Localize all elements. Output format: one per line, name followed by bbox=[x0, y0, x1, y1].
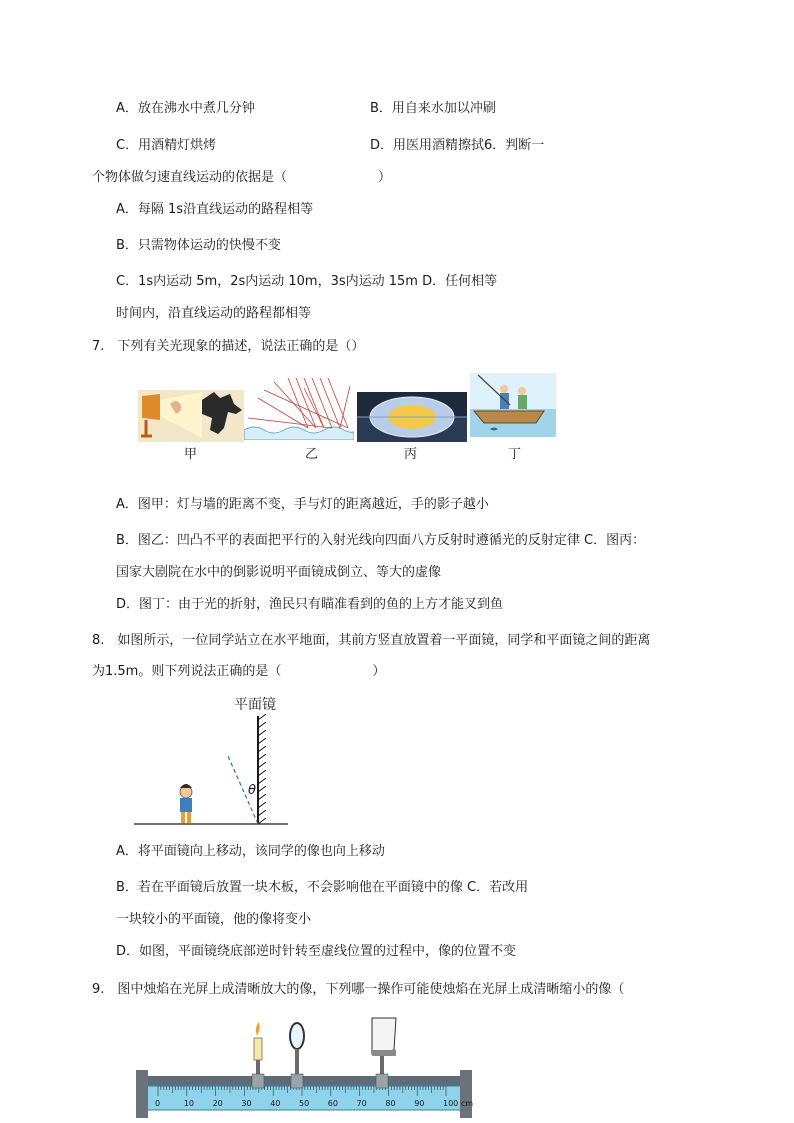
q7-stem: 7. 下列有关光现象的描述，说法正确的是（） bbox=[92, 339, 365, 354]
q7-option-b: B．图乙：凹凸不平的表面把平行的入射光线向四面八方反射时遵循光的反射定律 C．图丙： bbox=[116, 533, 646, 548]
q9-stem: 9. 图中烛焰在光屏上成清晰放大的像，下列哪一操作可能使烛焰在光屏上成清晰缩小的像（ bbox=[92, 982, 625, 997]
figure-optical-bench bbox=[128, 1014, 488, 1123]
q6-sub-a: A．每隔 1s沿直线运动的路程相等 bbox=[116, 202, 314, 217]
ruler-tick-label: 100 cm bbox=[443, 1099, 474, 1108]
caption-yi: 乙 bbox=[305, 447, 319, 462]
figure-jia-shadow bbox=[138, 390, 244, 442]
q6-option-d: D．用医用酒精擦拭6．判断一 bbox=[370, 138, 545, 153]
caption-bing: 丙 bbox=[404, 447, 418, 462]
mirror-label: 平面镜 bbox=[234, 697, 276, 713]
ruler-tick-label: 20 bbox=[212, 1099, 223, 1108]
student-figure bbox=[180, 784, 192, 823]
figure-ding-fisherman bbox=[470, 373, 556, 437]
q6-option-a: A．放在沸水中煮几分钟 bbox=[116, 101, 255, 116]
caption-jia: 甲 bbox=[184, 447, 198, 462]
ruler-tick-label: 50 bbox=[299, 1099, 310, 1108]
angle-theta-label: θ bbox=[248, 783, 256, 798]
caption-ding: 丁 bbox=[508, 447, 522, 462]
q8-option-d: D．如图，平面镜绕底部逆时针转至虚线位置的过程中，像的位置不变 bbox=[116, 944, 517, 959]
ruler-tick-label: 0 bbox=[155, 1099, 161, 1108]
q6-sub-c: C．1s内运动 5m，2s内运动 10m，3s内运动 15m D．任何相等 bbox=[116, 274, 498, 289]
q8-stem: 8. 如图所示，一位同学站立在水平地面，其前方竖直放置着一平面镜，同学和平面镜之间的距离 bbox=[92, 633, 651, 648]
q8-option-a: A．将平面镜向上移动，该同学的像也向上移动 bbox=[116, 844, 385, 859]
ruler-tick-label: 80 bbox=[385, 1099, 396, 1108]
q6-stem: 个物体做匀速直线运动的依据是（ ） bbox=[92, 170, 392, 185]
q6-option-c: C．用酒精灯烘烤 bbox=[116, 138, 217, 153]
q6-sub-b: B．只需物体运动的快慢不变 bbox=[116, 238, 281, 253]
q6-sub-cont: 时间内，沿直线运动的路程都相等 bbox=[116, 306, 312, 321]
light-screen bbox=[372, 1018, 396, 1076]
q8-option-b: B．若在平面镜后放置一块木板，不会影响他在平面镜中的像 C．若改用 bbox=[116, 880, 529, 895]
figure-mirror bbox=[130, 690, 300, 830]
candle bbox=[254, 1022, 262, 1076]
ruler-tick-label: 30 bbox=[241, 1099, 252, 1108]
q6-option-b: B．用自来水加以冲刷 bbox=[370, 101, 496, 116]
ruler-tick-label: 10 bbox=[183, 1099, 194, 1108]
q7-option-b-cont: 国家大剧院在水中的倒影说明平面镜成倒立、等大的虚像 bbox=[116, 565, 442, 580]
figure-yi-reflection bbox=[244, 378, 354, 440]
convex-lens bbox=[290, 1023, 304, 1076]
ruler-tick-label: 40 bbox=[270, 1099, 281, 1108]
ruler-tick-label: 70 bbox=[356, 1099, 367, 1108]
figure-bing-theater bbox=[357, 392, 467, 442]
q7-option-d: D．图丁：由于光的折射，渔民只有瞄准看到的鱼的上方才能叉到鱼 bbox=[116, 597, 504, 612]
q8-option-b-cont: 一块较小的平面镜，他的像将变小 bbox=[116, 912, 312, 927]
ruler-tick-label: 60 bbox=[327, 1099, 338, 1108]
q7-option-a: A．图甲：灯与墙的距离不变，手与灯的距离越近，手的影子越小 bbox=[116, 497, 489, 512]
ruler-tick-label: 90 bbox=[414, 1099, 425, 1108]
q8-stem-cont: 为1.5m。则下列说法正确的是（ ） bbox=[92, 664, 386, 679]
